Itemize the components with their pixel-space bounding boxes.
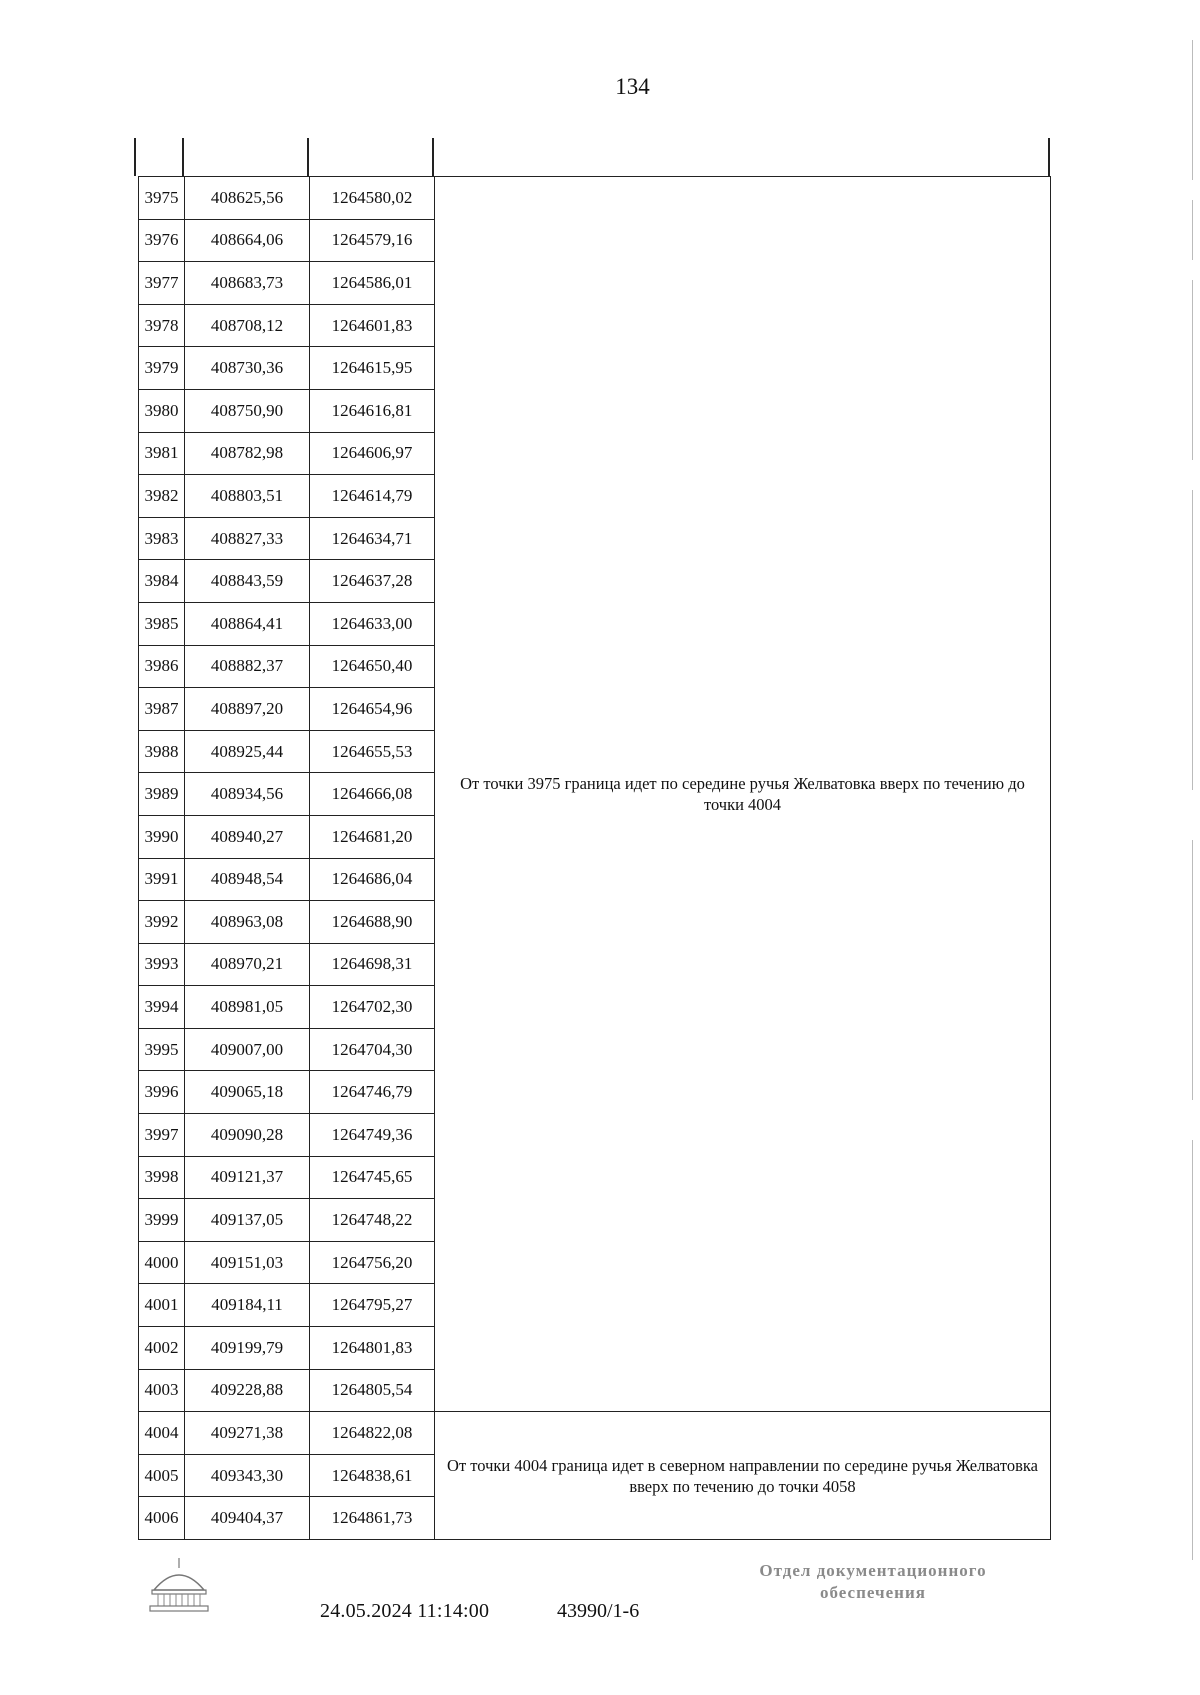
point-number-cell: 4002	[139, 1327, 185, 1370]
y-coordinate-cell: 1264801,83	[310, 1327, 435, 1370]
print-datetime: 24.05.2024 11:14:00	[320, 1600, 490, 1622]
y-coordinate-cell: 1264702,30	[310, 986, 435, 1029]
x-coordinate-cell: 408664,06	[185, 219, 310, 262]
stamp-line-2: обеспечения	[820, 1583, 926, 1602]
y-coordinate-cell: 1264650,40	[310, 645, 435, 688]
x-coordinate-cell: 408970,21	[185, 943, 310, 986]
y-coordinate-cell: 1264579,16	[310, 219, 435, 262]
y-coordinate-cell: 1264704,30	[310, 1028, 435, 1071]
point-number-cell: 3995	[139, 1028, 185, 1071]
y-coordinate-cell: 1264601,83	[310, 304, 435, 347]
stamp-line-1: Отдел документационного	[759, 1561, 987, 1580]
point-number-cell: 3989	[139, 773, 185, 816]
x-coordinate-cell: 408864,41	[185, 602, 310, 645]
y-coordinate-cell: 1264822,08	[310, 1412, 435, 1455]
x-coordinate-cell: 409404,37	[185, 1497, 310, 1540]
y-coordinate-cell: 1264586,01	[310, 262, 435, 305]
point-number-cell: 3996	[139, 1071, 185, 1114]
y-coordinate-cell: 1264654,96	[310, 688, 435, 731]
x-coordinate-cell: 409343,30	[185, 1454, 310, 1497]
y-coordinate-cell: 1264681,20	[310, 815, 435, 858]
point-number-cell: 3998	[139, 1156, 185, 1199]
y-coordinate-cell: 1264616,81	[310, 389, 435, 432]
point-number-cell: 3976	[139, 219, 185, 262]
x-coordinate-cell: 409090,28	[185, 1114, 310, 1157]
y-coordinate-cell: 1264746,79	[310, 1071, 435, 1114]
point-number-cell: 4006	[139, 1497, 185, 1540]
y-coordinate-cell: 1264861,73	[310, 1497, 435, 1540]
boundary-description-text: От точки 4004 граница идет в северном направлении по середине ручья Желватовка вверх по течению до точки 4058	[447, 1455, 1038, 1496]
point-number-cell: 3999	[139, 1199, 185, 1242]
y-coordinate-cell: 1264637,28	[310, 560, 435, 603]
point-number-cell: 4005	[139, 1454, 185, 1497]
x-coordinate-cell: 408981,05	[185, 986, 310, 1029]
x-coordinate-cell: 409199,79	[185, 1327, 310, 1370]
point-number-cell: 3988	[139, 730, 185, 773]
y-coordinate-cell: 1264688,90	[310, 901, 435, 944]
y-coordinate-cell: 1264580,02	[310, 177, 435, 220]
point-number-cell: 4003	[139, 1369, 185, 1412]
x-coordinate-cell: 408963,08	[185, 901, 310, 944]
x-coordinate-cell: 408625,56	[185, 177, 310, 220]
x-coordinate-cell: 408882,37	[185, 645, 310, 688]
column-divider	[432, 138, 434, 176]
y-coordinate-cell: 1264634,71	[310, 517, 435, 560]
y-coordinate-cell: 1264606,97	[310, 432, 435, 475]
x-coordinate-cell: 409121,37	[185, 1156, 310, 1199]
y-coordinate-cell: 1264749,36	[310, 1114, 435, 1157]
x-coordinate-cell: 408683,73	[185, 262, 310, 305]
table-row	[139, 177, 1051, 220]
x-coordinate-cell: 408782,98	[185, 432, 310, 475]
table-header-stubs	[134, 138, 1050, 176]
y-coordinate-cell: 1264795,27	[310, 1284, 435, 1327]
x-coordinate-cell: 408750,90	[185, 389, 310, 432]
point-number-cell: 3982	[139, 475, 185, 518]
column-divider	[307, 138, 309, 176]
scan-edge-marks	[1186, 40, 1200, 1640]
point-number-cell: 3991	[139, 858, 185, 901]
point-number-cell: 3992	[139, 901, 185, 944]
x-coordinate-cell: 408708,12	[185, 304, 310, 347]
y-coordinate-cell: 1264805,54	[310, 1369, 435, 1412]
x-coordinate-cell: 408730,36	[185, 347, 310, 390]
x-coordinate-cell: 409007,00	[185, 1028, 310, 1071]
point-number-cell: 3986	[139, 645, 185, 688]
point-number-cell: 3994	[139, 986, 185, 1029]
point-number-cell: 3985	[139, 602, 185, 645]
point-number-cell: 4001	[139, 1284, 185, 1327]
point-number-cell: 3978	[139, 304, 185, 347]
x-coordinate-cell: 409271,38	[185, 1412, 310, 1455]
x-coordinate-cell: 408934,56	[185, 773, 310, 816]
point-number-cell: 3975	[139, 177, 185, 220]
point-number-cell: 3979	[139, 347, 185, 390]
duma-emblem-logo	[148, 1556, 210, 1616]
boundary-description-cell	[435, 177, 1051, 1412]
y-coordinate-cell: 1264698,31	[310, 943, 435, 986]
department-stamp	[723, 1560, 1023, 1604]
coordinates-table	[138, 176, 1051, 1540]
y-coordinate-cell: 1264655,53	[310, 730, 435, 773]
x-coordinate-cell: 408843,59	[185, 560, 310, 603]
document-code: 43990/1-6	[557, 1600, 640, 1622]
point-number-cell: 3993	[139, 943, 185, 986]
y-coordinate-cell: 1264756,20	[310, 1241, 435, 1284]
point-number-cell: 3981	[139, 432, 185, 475]
x-coordinate-cell: 408948,54	[185, 858, 310, 901]
y-coordinate-cell: 1264614,79	[310, 475, 435, 518]
point-number-cell: 4000	[139, 1241, 185, 1284]
x-coordinate-cell: 408803,51	[185, 475, 310, 518]
boundary-description-text: От точки 3975 граница идет по середине ручья Желватовка вверх по течению до точки 4004	[460, 774, 1025, 815]
x-coordinate-cell: 409137,05	[185, 1199, 310, 1242]
x-coordinate-cell: 408897,20	[185, 688, 310, 731]
x-coordinate-cell: 409065,18	[185, 1071, 310, 1114]
x-coordinate-cell: 409184,11	[185, 1284, 310, 1327]
point-number-cell: 3983	[139, 517, 185, 560]
page-number: 134	[615, 74, 650, 99]
y-coordinate-cell: 1264745,65	[310, 1156, 435, 1199]
x-coordinate-cell: 408940,27	[185, 815, 310, 858]
point-number-cell: 4004	[139, 1412, 185, 1455]
y-coordinate-cell: 1264615,95	[310, 347, 435, 390]
y-coordinate-cell: 1264633,00	[310, 602, 435, 645]
table-row	[139, 1412, 1051, 1455]
column-divider	[1048, 138, 1050, 176]
x-coordinate-cell: 409228,88	[185, 1369, 310, 1412]
coordinates-table-body	[139, 177, 1051, 1540]
x-coordinate-cell: 408827,33	[185, 517, 310, 560]
point-number-cell: 3987	[139, 688, 185, 731]
boundary-description-cell	[435, 1412, 1051, 1540]
y-coordinate-cell: 1264686,04	[310, 858, 435, 901]
y-coordinate-cell: 1264838,61	[310, 1454, 435, 1497]
point-number-cell: 3997	[139, 1114, 185, 1157]
point-number-cell: 3984	[139, 560, 185, 603]
column-divider	[182, 138, 184, 176]
point-number-cell: 3977	[139, 262, 185, 305]
y-coordinate-cell: 1264748,22	[310, 1199, 435, 1242]
column-divider	[134, 138, 136, 176]
x-coordinate-cell: 408925,44	[185, 730, 310, 773]
point-number-cell: 3980	[139, 389, 185, 432]
y-coordinate-cell: 1264666,08	[310, 773, 435, 816]
point-number-cell: 3990	[139, 815, 185, 858]
x-coordinate-cell: 409151,03	[185, 1241, 310, 1284]
